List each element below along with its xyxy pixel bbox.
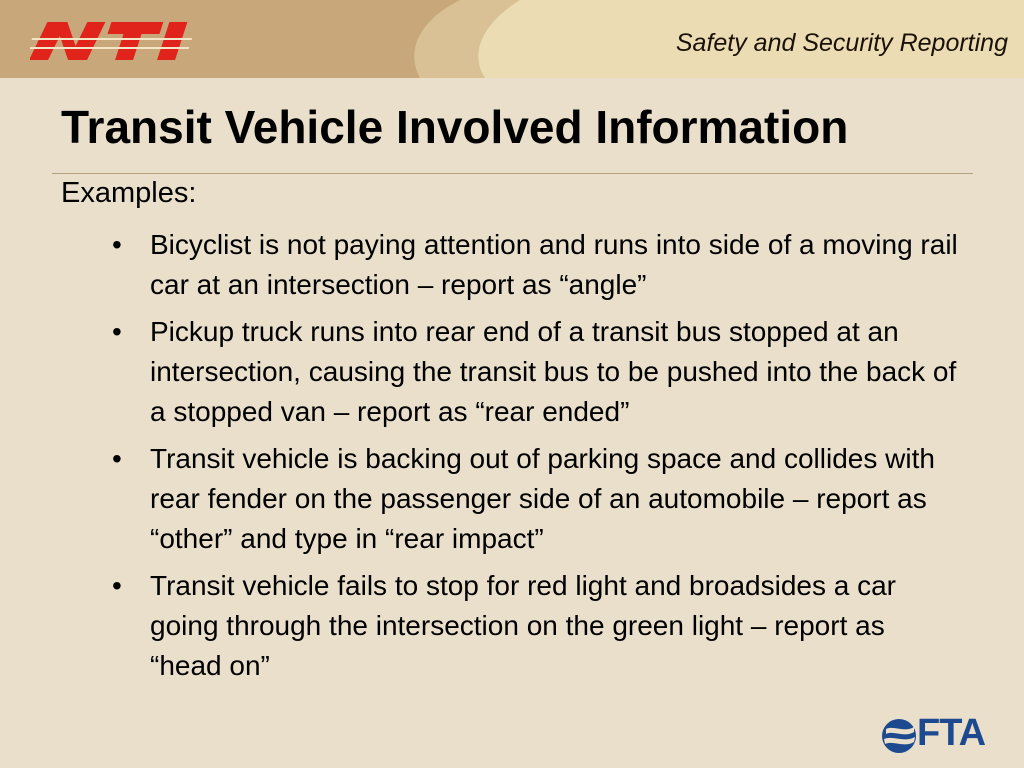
slide-title: Transit Vehicle Involved Information (61, 101, 849, 153)
list-item-text: Bicyclist is not paying attention and runs into side of a moving rail car at an intersection – report as “angle” (150, 229, 958, 300)
header-title: Safety and Security Reporting (675, 29, 1008, 57)
nti-logo (30, 14, 202, 64)
bullet-icon: • (112, 443, 122, 474)
fta-logo-text: FTA (917, 712, 986, 754)
list-item-text: Transit vehicle fails to stop for red light and broadsides a car going through the intersection on the green light – report as “head on” (150, 570, 897, 681)
bullet-icon: • (112, 570, 122, 601)
examples-heading: Examples: (61, 177, 197, 209)
list-item-text: Pickup truck runs into rear end of a transit bus stopped at an intersection, causing the transit bus to be pushed into the back of a stopped van – report as “rear ended” (150, 316, 957, 427)
examples-list (110, 225, 960, 693)
list-item (110, 566, 960, 686)
bullet-icon: • (112, 316, 122, 347)
bullet-icon: • (112, 229, 122, 260)
title-divider (52, 173, 973, 174)
list-item (110, 439, 960, 559)
list-item (110, 312, 960, 432)
header-band (0, 0, 1024, 78)
list-item-text: Transit vehicle is backing out of parking space and collides with rear fender on the passenger side of an automobile – report as “other” and type in “rear impact” (150, 443, 935, 554)
list-item (110, 225, 960, 305)
